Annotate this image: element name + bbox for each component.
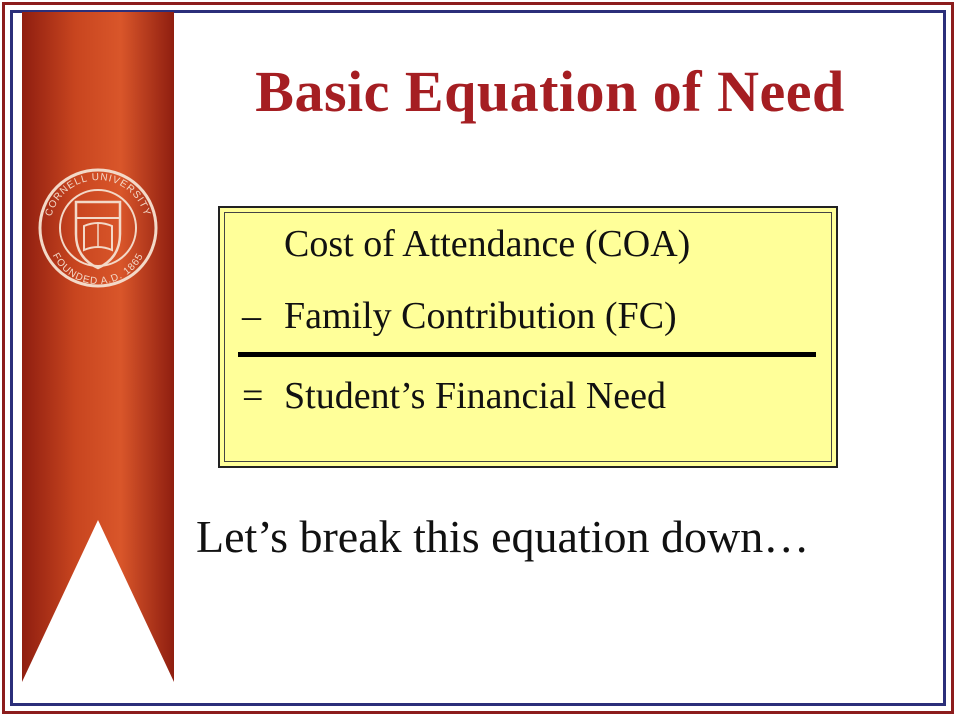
slide-title: Basic Equation of Need [255,59,845,124]
equation-rule [238,352,816,357]
equation-term: Student’s Financial Need [284,375,667,417]
equation-line-need [242,374,666,418]
minus-operator: – [242,295,261,337]
equation-term: Family Contribution (FC) [284,295,677,337]
equals-operator: = [242,375,264,417]
seal-top-text: CORNELL UNIVERSITY [43,171,153,218]
equation-line-fc [242,294,677,338]
ribbon-banner [22,12,174,682]
equation-line-coa [242,222,690,266]
seal-bottom-text: FOUNDED A.D. 1865 [49,251,147,288]
slide-subtitle: Let’s break this equation down… [196,511,810,562]
equation-term: Cost of Attendance (COA) [284,223,691,265]
equation-box [218,206,838,468]
